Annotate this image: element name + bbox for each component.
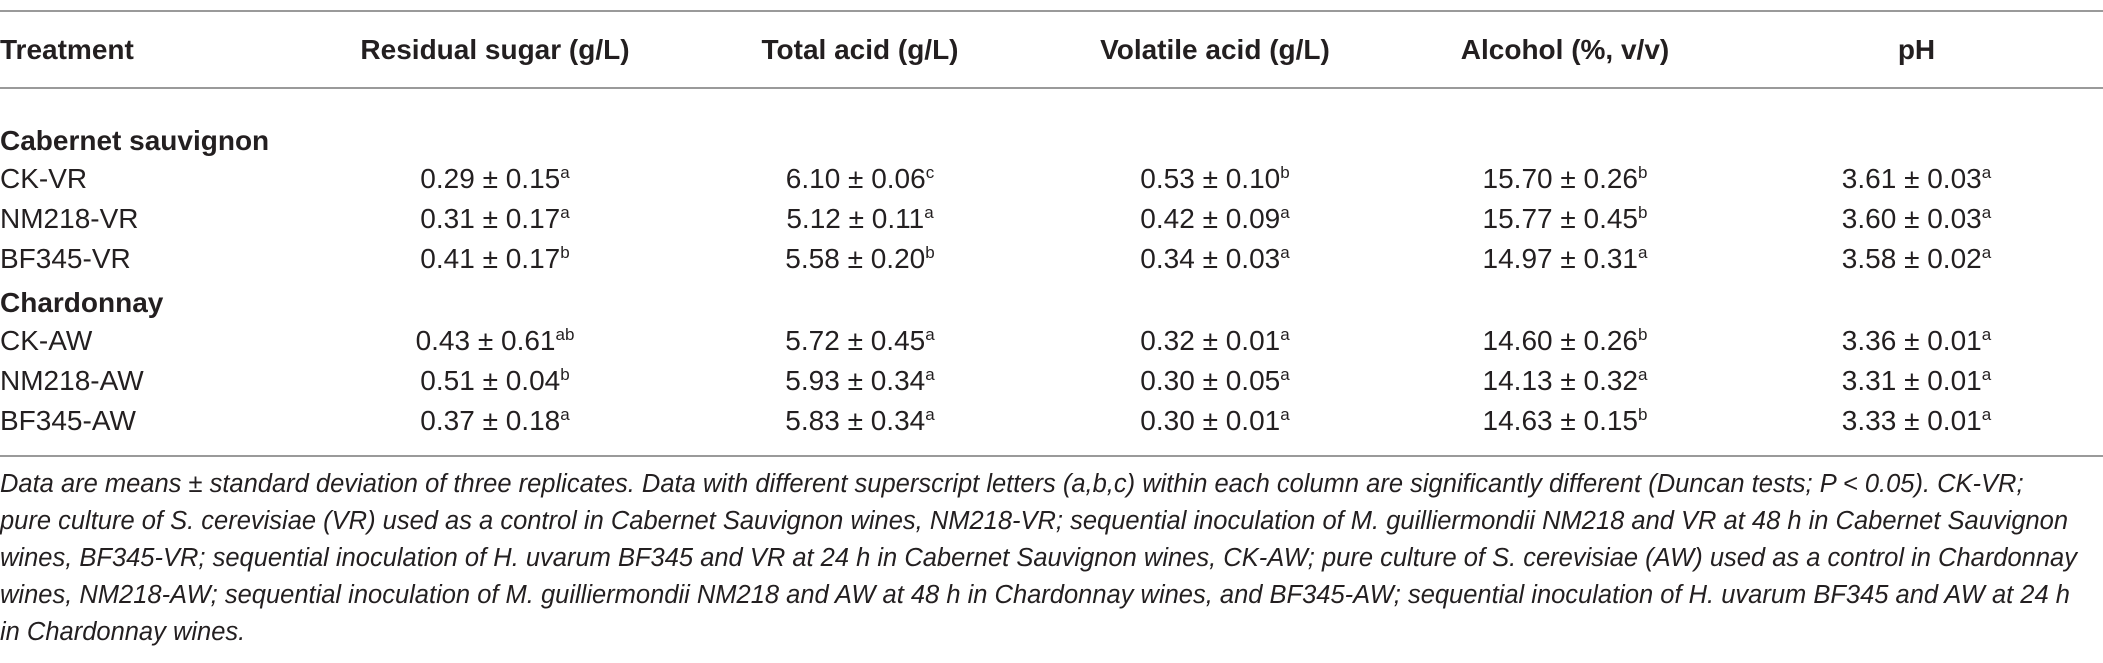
column-header: Alcohol (%, v/v) — [1460, 34, 1670, 65]
column-header: Treatment — [0, 34, 134, 65]
table-footnote: Data are means ± standard deviation of three replicates. Data with different superscript letters (a,b,c) within each column are significantly different (Duncan tests; P < 0.05). CK-VR; pure culture of S. cerevisiae (VR) used as a control in Cabernet Sauvignon wines, NM218-VR; sequential inoculation of M. guilliermondii NM218 and VR at 48 h in Cabernet Sauvignon wines, BF345-VR; sequential inoculation of H. uvarum BF345 and VR at 24 h in Cabernet Sauvignon wines, CK-AW; pure culture of S. cerevisiae (AW) used as a control in Chardonnay wines, NM218-AW; sequential inoculation of M. guilliermondii NM218 and AW at 48 h in Chardonnay wines, and BF345-AW; sequential inoculation of H. uvarum BF345 and AW at 24 h in Chardonnay wines. — [0, 470, 2077, 646]
significance-letter: a — [1638, 243, 1648, 262]
significance-letter: a — [1280, 365, 1290, 384]
value-cell — [690, 239, 1030, 279]
significance-letter: b — [560, 365, 570, 384]
significance-letter: b — [1638, 325, 1648, 344]
value-text: 3.60 ± 0.03 — [1841, 203, 1982, 234]
column-header: Total acid (g/L) — [761, 34, 959, 65]
significance-letter: a — [925, 365, 935, 384]
significance-letter: b — [1638, 405, 1648, 424]
value-text: 3.33 ± 0.01 — [1841, 405, 1982, 436]
significance-letter: a — [1638, 365, 1648, 384]
value-cell — [1400, 239, 1730, 279]
value-cell — [300, 199, 690, 239]
value-text: 14.13 ± 0.32 — [1482, 365, 1639, 396]
group-row — [0, 279, 2103, 321]
significance-letter: a — [925, 405, 935, 424]
significance-letter: a — [560, 203, 570, 222]
value-text: 0.43 ± 0.61 — [415, 325, 556, 356]
value-cell — [300, 401, 690, 441]
value-cell — [690, 199, 1030, 239]
treatment-cell: NM218-AW — [0, 365, 144, 396]
significance-letter: c — [925, 163, 935, 182]
value-text: 0.29 ± 0.15 — [420, 163, 561, 194]
value-text: 5.83 ± 0.34 — [785, 405, 926, 436]
value-text: 0.41 ± 0.17 — [420, 243, 561, 274]
significance-letter: b — [560, 243, 570, 262]
significance-letter: b — [925, 243, 935, 262]
value-cell — [690, 361, 1030, 401]
value-text: 0.34 ± 0.03 — [1140, 243, 1281, 274]
group-row — [0, 100, 2103, 159]
value-cell — [1730, 401, 2103, 441]
value-text: 0.51 ± 0.04 — [420, 365, 561, 396]
value-text: 3.31 ± 0.01 — [1841, 365, 1982, 396]
value-text: 0.37 ± 0.18 — [420, 405, 561, 436]
table-row — [0, 159, 2103, 199]
value-text: 5.93 ± 0.34 — [785, 365, 926, 396]
value-cell — [1400, 401, 1730, 441]
value-cell — [300, 361, 690, 401]
table-row — [0, 361, 2103, 401]
bottom-rule — [0, 455, 2103, 457]
group-title: Chardonnay — [0, 287, 164, 318]
value-cell — [1730, 321, 2103, 361]
significance-letter: a — [1280, 203, 1290, 222]
value-text: 0.31 ± 0.17 — [420, 203, 561, 234]
table-body — [0, 100, 2103, 441]
value-text: 6.10 ± 0.06 — [785, 163, 926, 194]
value-cell — [1030, 159, 1400, 199]
significance-letter: b — [1280, 163, 1290, 182]
value-text: 5.72 ± 0.45 — [785, 325, 926, 356]
value-cell — [1400, 159, 1730, 199]
significance-letter: a — [1280, 325, 1290, 344]
value-cell — [1030, 239, 1400, 279]
treatment-cell: BF345-AW — [0, 405, 136, 436]
value-cell — [1730, 199, 2103, 239]
value-cell — [1030, 401, 1400, 441]
treatment-cell: CK-AW — [0, 325, 93, 356]
value-text: 15.77 ± 0.45 — [1482, 203, 1639, 234]
value-text: 0.42 ± 0.09 — [1140, 203, 1281, 234]
value-text: 5.58 ± 0.20 — [785, 243, 926, 274]
value-cell — [1030, 199, 1400, 239]
column-header: Volatile acid (g/L) — [1100, 34, 1330, 65]
significance-letter: a — [1280, 243, 1290, 262]
value-text: 14.60 ± 0.26 — [1482, 325, 1639, 356]
value-text: 0.32 ± 0.01 — [1140, 325, 1281, 356]
value-cell — [1400, 361, 1730, 401]
significance-letter: b — [1638, 203, 1648, 222]
significance-letter: b — [1638, 163, 1648, 182]
significance-letter: ab — [555, 325, 575, 344]
value-text: 3.58 ± 0.02 — [1841, 243, 1982, 274]
value-cell — [690, 159, 1030, 199]
value-cell — [1730, 239, 2103, 279]
value-text: 0.30 ± 0.01 — [1140, 405, 1281, 436]
value-cell — [690, 321, 1030, 361]
value-text: 14.63 ± 0.15 — [1482, 405, 1639, 436]
value-cell — [1030, 361, 1400, 401]
table-row — [0, 199, 2103, 239]
header-row — [0, 0, 2103, 100]
value-cell — [690, 401, 1030, 441]
significance-letter: a — [1981, 325, 1992, 344]
significance-letter: a — [924, 203, 934, 222]
significance-letter: a — [560, 163, 570, 182]
table-row — [0, 239, 2103, 279]
value-cell — [1730, 361, 2103, 401]
value-text: 15.70 ± 0.26 — [1482, 163, 1639, 194]
significance-letter: a — [1981, 405, 1992, 424]
value-text: 3.36 ± 0.01 — [1841, 325, 1982, 356]
value-text: 0.53 ± 0.10 — [1140, 163, 1281, 194]
significance-letter: a — [925, 325, 935, 344]
treatment-cell: BF345-VR — [0, 243, 131, 274]
column-header: pH — [1897, 34, 1936, 65]
significance-letter: a — [1981, 243, 1992, 262]
value-cell — [1730, 159, 2103, 199]
value-text: 0.30 ± 0.05 — [1140, 365, 1281, 396]
value-text: 3.61 ± 0.03 — [1841, 163, 1982, 194]
value-cell — [1400, 321, 1730, 361]
table-row — [0, 321, 2103, 361]
value-text: 14.97 ± 0.31 — [1482, 243, 1639, 274]
treatment-cell: CK-VR — [0, 163, 88, 194]
value-text: 5.12 ± 0.11 — [786, 203, 925, 234]
significance-letter: a — [1981, 365, 1992, 384]
value-cell — [300, 159, 690, 199]
column-header: Residual sugar (g/L) — [360, 34, 630, 65]
significance-letter: a — [560, 405, 570, 424]
group-title: Cabernet sauvignon — [0, 125, 270, 156]
value-cell — [1400, 199, 1730, 239]
treatment-cell: NM218-VR — [0, 203, 139, 234]
significance-letter: a — [1981, 163, 1992, 182]
significance-letter: a — [1280, 405, 1290, 424]
table-row — [0, 401, 2103, 441]
value-cell — [1030, 321, 1400, 361]
significance-letter: a — [1981, 203, 1992, 222]
value-cell — [300, 239, 690, 279]
value-cell — [300, 321, 690, 361]
